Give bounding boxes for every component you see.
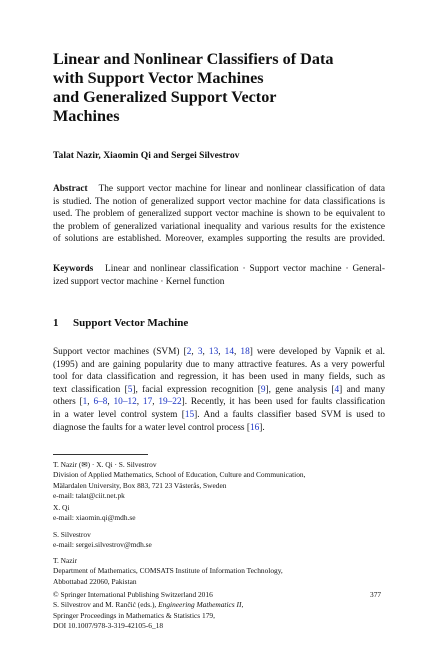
abstract-line — [53, 183, 385, 196]
affiliation-block — [53, 530, 393, 551]
affiliation-line: T. Nazir — [53, 556, 78, 565]
body-line: text classification [5], facial expression recognition [9], gene analysis [4] and many — [53, 384, 385, 395]
doi-line: DOI 10.1007/978-3-319-42105-6_18 — [53, 620, 164, 630]
body-line: tool for data classification and regression, it has been used in many fields, such as — [53, 372, 385, 383]
citation-link[interactable]: 2 — [186, 347, 192, 357]
affiliation-line: Division of Applied Mathematics, School of Education, Culture and Communication, — [53, 470, 306, 480]
abstract-line: is studied. The notion of generalized support vector machine for data classifications is — [53, 196, 385, 207]
affiliation-line: Department of Mathematics, COMSATS Institute of Information Technology, — [53, 566, 283, 576]
title-line: with Support Vector Machines — [53, 69, 264, 87]
body-line: diagnose the faults for a water level control process [16]. — [53, 422, 265, 433]
citation-link[interactable]: 18 — [240, 347, 250, 357]
abstract-line: the problem of generalized variational inequality and various results for the existence — [53, 221, 385, 232]
affiliation-block — [53, 460, 393, 501]
section-title: Support Vector Machine — [73, 317, 189, 329]
body-line: others [1, 6–8, 10–12, 17, 19–22]. Recently, it has been used for faults classification — [53, 397, 385, 408]
paper-title — [53, 50, 393, 126]
keywords — [53, 263, 385, 288]
keywords-line: ized support vector machine · Kernel function — [53, 276, 225, 287]
affiliation-line: T. Nazir (✉) · X. Qi · S. Silvestrov — [53, 460, 157, 469]
citation-link[interactable]: 6–8 — [93, 397, 108, 408]
abstract-label: Abstract — [53, 184, 88, 194]
body-line: (1995) and are gaining popularity due to many attractive features. As a very powerful — [53, 359, 385, 370]
citation-link[interactable]: 10–12 — [113, 397, 137, 408]
affiliation-line: Abbottabad 22060, Pakistan — [53, 576, 137, 586]
citation-link[interactable]: 16 — [249, 422, 260, 433]
affiliation-block — [53, 503, 393, 524]
affiliation-line: Mälardalen University, Box 883, 721 23 Västerås, Sweden — [53, 480, 227, 490]
affiliation-line: S. Silvestrov — [53, 530, 91, 539]
book-title: Engineering Mathematics II — [158, 600, 242, 610]
affiliation-block — [53, 556, 393, 587]
title-line: and Generalized Support Vector — [53, 88, 277, 106]
abstract-line: used. The problem of generalized support vector machine is shown to be equivalent to — [53, 209, 385, 220]
footnote-divider — [53, 454, 148, 455]
body-line: in a water level control system [15]. And a faults classifier based SVM is used to — [53, 409, 385, 420]
body-paragraph — [53, 346, 385, 434]
body-line: Support vector machines (SVM) [2, 3, 13, 14, 18] were developed by Vapnik et al. — [53, 347, 385, 357]
citation-link[interactable]: 1 — [82, 397, 88, 408]
citation-link[interactable]: 14 — [224, 347, 234, 357]
citation-link[interactable]: 17 — [142, 397, 153, 408]
section-heading — [53, 317, 188, 329]
keywords-line — [53, 263, 385, 276]
copyright-block — [53, 590, 393, 631]
keywords-label: Keywords — [53, 264, 94, 274]
citation-link[interactable]: 13 — [208, 347, 219, 357]
copyright-line: Springer Proceedings in Mathematics & Statistics 179, — [53, 610, 215, 620]
citation-link[interactable]: 5 — [127, 384, 133, 395]
title-line: Linear and Nonlinear Classifiers of Data — [53, 50, 334, 68]
abstract-line: of solutions are established. Moreover, examples supporting the results are provided. — [53, 234, 385, 245]
affiliation-line: X. Qi — [53, 503, 70, 512]
copyright-line: © Springer International Publishing Switzerland 2016 — [53, 590, 213, 599]
keywords-text: Linear and nonlinear classification · Support vector machine · General- — [105, 264, 385, 274]
copyright-line: S. Silvestrov and M. Rančić (eds.), Engineering Mathematics II, — [53, 600, 244, 610]
email-line: e-mail: sergei.silvestrov@mdh.se — [53, 540, 152, 550]
page-number: 377 — [370, 590, 382, 599]
title-line: Machines — [53, 107, 120, 125]
citation-link[interactable]: 4 — [334, 384, 340, 395]
citation-link[interactable]: 15 — [184, 409, 195, 420]
abstract — [53, 183, 385, 246]
email-line: e-mail: xiaomin.qi@mdh.se — [53, 513, 136, 523]
abstract-text: The support vector machine for linear and nonlinear classification of data — [98, 184, 385, 194]
citation-link[interactable]: 19–22 — [158, 397, 182, 408]
author-list: Talat Nazir, Xiaomin Qi and Sergei Silvestrov — [53, 150, 240, 161]
citation-link[interactable]: 9 — [260, 384, 266, 395]
section-number: 1 — [53, 317, 59, 329]
email-line: e-mail: talat@ciit.net.pk — [53, 490, 125, 500]
citation-link[interactable]: 3 — [197, 347, 203, 357]
